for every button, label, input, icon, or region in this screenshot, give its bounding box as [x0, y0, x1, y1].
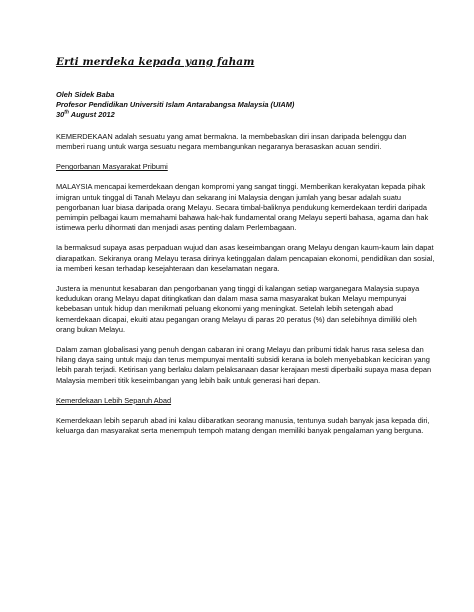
byline	[56, 90, 436, 120]
paragraph-intro: KEMERDEKAAN adalah sesuatu yang amat bermakna. Ia membebaskan diri insan daripada belenggu dan memberi ruang untuk warga sesuatu negara membangunkan negaranya berasaskan acuan sendiri.	[56, 132, 407, 152]
section-heading-pengorbanan: Pengorbanan Masyarakat Pribumi	[56, 162, 168, 172]
paragraph-2: MALAYSIA mencapai kemerdekaan dengan kompromi yang sangat tinggi. Memberikan kerakyatan kepada pihak imigran untuk tinggal di Tanah Melayu dan sekarang ini Malaysia dengan jumlah yang besar adalah suatu pengorbanan luar biasa daripada orang Melayu. Secara timbal-baliknya pendukung kemerdekaan terdiri daripada pemimpin pelbagai kaum memahami bahawa hak-hak fundamental orang Melayu seperti bahasa, agama dan hak istimewa perlu dihormati dan menjadi asas penting dalam Perlembagaan.	[56, 182, 429, 233]
article-title: Erti merdeka kepada yang faham	[56, 56, 255, 68]
paragraph-4: Justera ia menuntut kesabaran dan pengorbanan yang tinggi di kalangan setiap warganegara Malaysia supaya kedudukan orang Melayu dapat ditingkatkan dan dalam masa sama masyarakat bukan Melayu mempunyai kebebasan untuk hidup dan menikmati peluang ekonomi yang meningkat. Setelah lebih setengah abad kemerdekaan dicapai, ekuiti atau pegangan orang Melayu di paras 20 peratus (%) dan selebihnya dimiliki oleh orang bukan Melayu.	[56, 284, 420, 334]
paragraph-5: Dalam zaman globalisasi yang penuh dengan cabaran ini orang Melayu dan pribumi tidak harus rasa selesa dan hilang daya saing untuk maju dan terus mempunyai mentaliti subsidi kerana ia boleh menyebabkan keciciran yang lebih parah terjadi. Ketirisan yang berlaku dalam pelaksanaan dasar kerajaan mesti diperbaiki supaya masa depan Malaysia memberi titik keseimbangan yang lebih baik untuk generasi hari depan.	[56, 345, 432, 385]
section-heading-kemerdekaan: Kemerdekaan Lebih Separuh Abad	[56, 395, 172, 405]
paragraph-6: Kemerdekaan lebih separuh abad ini kalau diibaratkan seorang manusia, tentunya sudah banyak jasa kepada diri, keluarga dan masyarakat serta menempuh tempoh matang dengan memiliki banyak pengalaman yang berguna.	[56, 415, 430, 436]
date-day: 30	[56, 110, 65, 119]
date-suffix: th	[64, 109, 69, 116]
author-name: Oleh Sidek Baba	[56, 90, 115, 99]
date-rest: August 2012	[68, 110, 115, 119]
article-body	[56, 56, 436, 446]
author-affiliation: Profesor Pendidikan Universiti Islam Antarabangsa Malaysia (UIAM)	[56, 100, 295, 109]
paragraph-3: Ia bermaksud supaya asas perpaduan wujud dan asas keseimbangan orang Melayu dengan kaum-kaum lain dapat diarapatkan. Sekiranya orang Melayu terasa dirinya ketinggalan dalam pencapaian ekonomi, pendidikan dan sosial, ia memberi kesan terhadap kesejahteraan dan keselamatan negara.	[56, 243, 435, 273]
publish-date	[56, 110, 436, 120]
